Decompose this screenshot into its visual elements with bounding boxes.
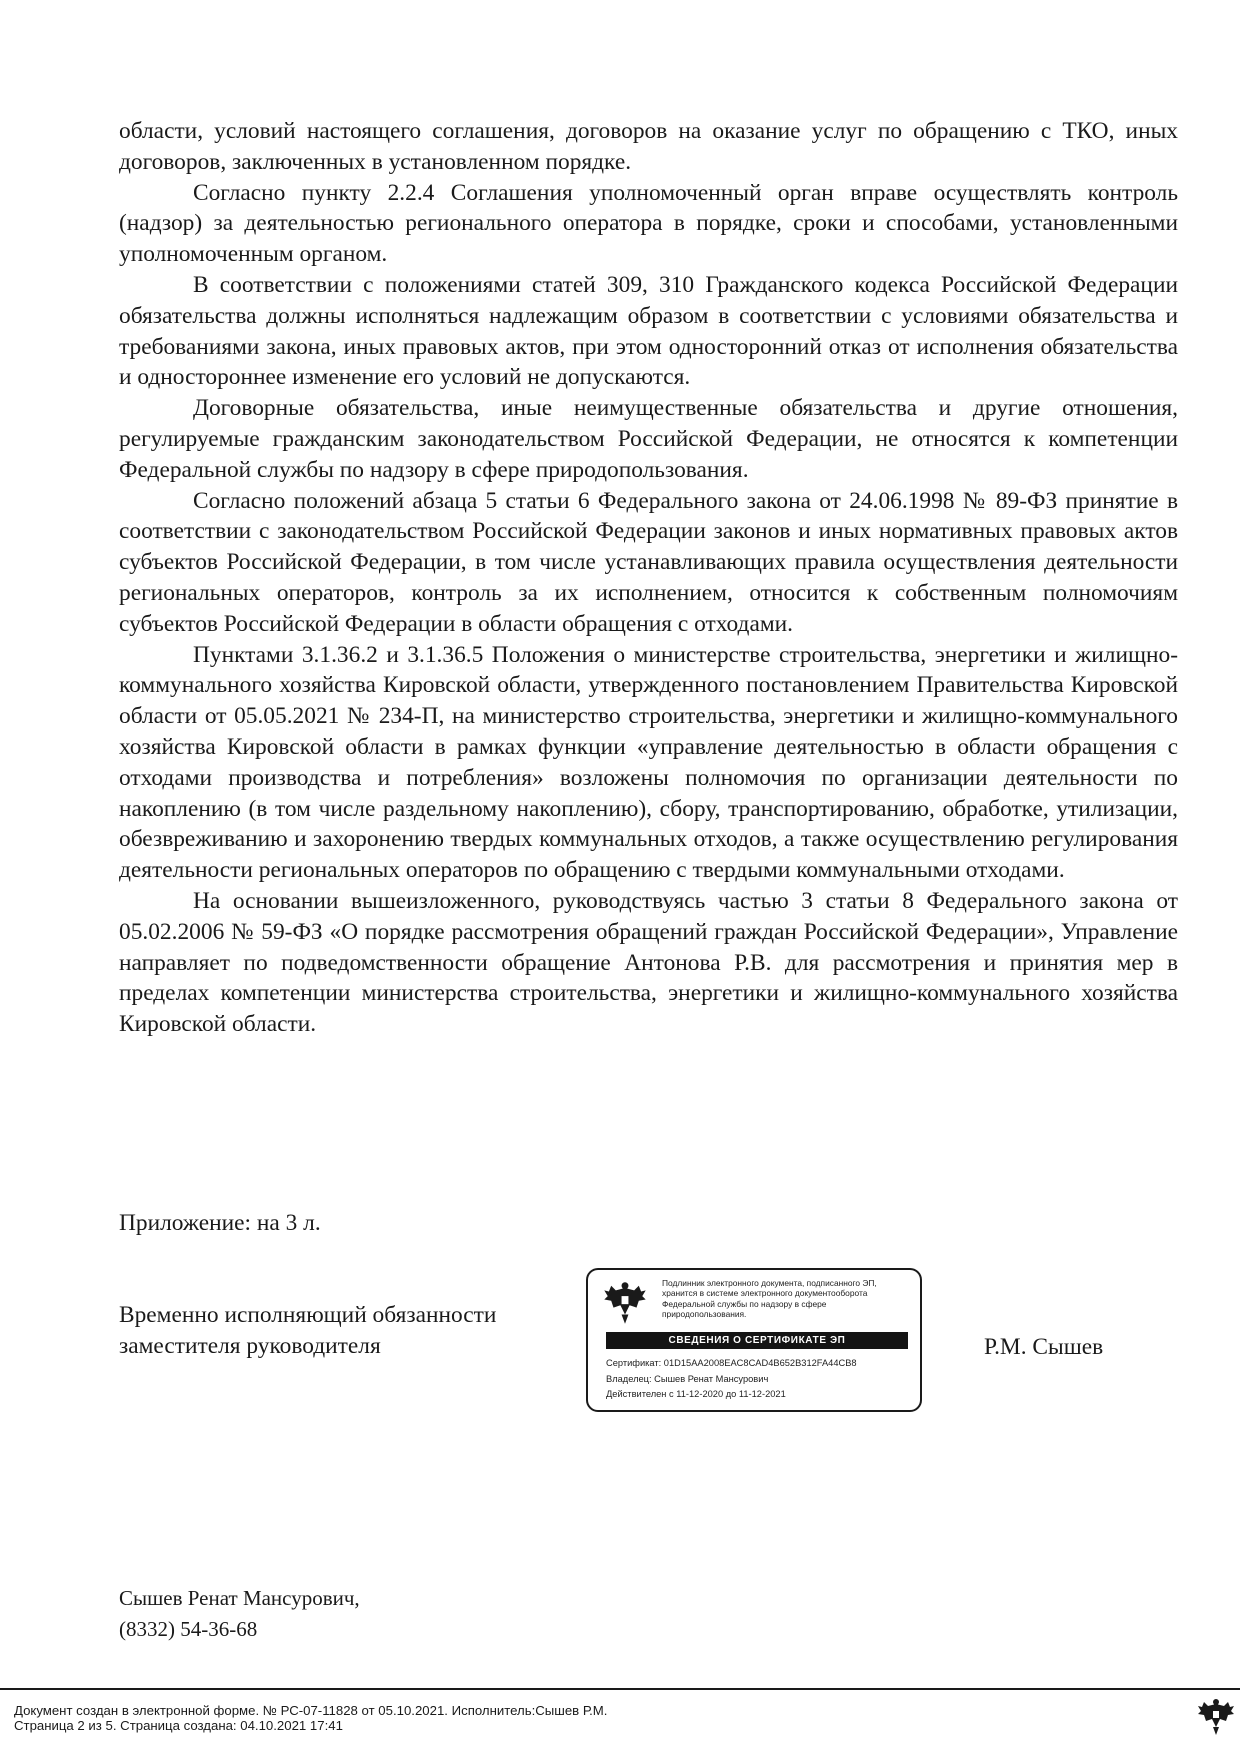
paragraph-5: Согласно положений абзаца 5 статьи 6 Федерального закона от 24.06.1998 № 89-ФЗ принятие в соответствии с законодательством Российской Федерации законов и иных нормативных правовых актов субъектов Российской Федерации, в том числе устанавливающих правила осуществления деятельности региональных операторов, контроль за их исполнением, относится к собственным полномочиям субъектов Российской Федерации в области обращения с отходами. — [119, 487, 1178, 637]
eagle-emblem-icon — [602, 1280, 648, 1326]
certificate-owner: Владелец: Сышев Ренат Мансурович — [606, 1373, 769, 1384]
attachment-note: Приложение: на 3 л. — [119, 1210, 321, 1236]
footer-divider — [0, 1688, 1240, 1690]
footer-eagle-icon — [1196, 1696, 1236, 1738]
paragraph-2: Согласно пункту 2.2.4 Соглашения уполномоченный орган вправе осуществлять контроль (надзор) за деятельностью регионального оператора в порядке, сроки и способами, установленными уполномоченным органом. — [119, 179, 1178, 268]
paragraph-4: Договорные обязательства, иные неимущественные обязательства и другие отношения, регулируемые гражданским законодательством Российской Федерации, не относятся к компетенции Федеральной службы по надзору в сфере природопользования. — [119, 395, 1178, 483]
certificate-details — [606, 1356, 857, 1403]
certificate-validity: Действителен с 11-12-2020 до 11-12-2021 — [606, 1389, 786, 1399]
executor-block — [119, 1583, 360, 1645]
electronic-signature-stamp — [586, 1268, 922, 1412]
paragraph-7: На основании вышеизложенного, руководствуясь частью 3 статьи 8 Федерального закона от 05.02.2006 № 59-ФЗ «О порядке рассмотрения обращений граждан Российской Федерации», Управление направляет по подведомственности обращение Антонова Р.В. для рассмотрения и принятия мер в пределах компетенции министерства строительства, энергетики и жилищно-коммунального хозяйства Кировской области. — [119, 887, 1178, 1038]
letter-body — [119, 116, 1178, 1040]
signatory-position — [119, 1300, 496, 1362]
certificate-number: Сертификат: 01D15AA2008EAC8CAD4B652B312FA44CB8 — [606, 1358, 857, 1368]
page-footer — [14, 1703, 607, 1734]
position-line-2: заместителя руководителя — [119, 1333, 381, 1359]
footer-line-1: Документ создан в электронной форме. № РС-07-11828 от 05.10.2021. Исполнитель:Сышев Р.М. — [14, 1703, 608, 1718]
footer-line-2: Страница 2 из 5. Страница создана: 04.10.2021 17:41 — [14, 1718, 343, 1734]
executor-phone: (8332) 54-36-68 — [119, 1617, 258, 1641]
paragraph-6: Пунктами 3.1.36.2 и 3.1.36.5 Положения о министерстве строительства, энергетики и жилищно-коммунального хозяйства Кировской области, утвержденного постановлением Правительства Кировской области от 05.05.2021 № 234-П, на министерство строительства, энергетики и жилищно-коммунального хозяйства Кировской области в рамках функции «управление деятельностью в области обращения с отходами производства и потребления» возложены полномочия по организации деятельности по накоплению (в том числе раздельному накоплению), сбору, транспортированию, обработке, утилизации, обезвреживанию и захоронению твердых коммунальных отходов, а также осуществлению регулирования деятельности региональных операторов по обращению с твердыми коммунальными отходами. — [119, 641, 1178, 884]
executor-name: Сышев Ренат Мансурович, — [119, 1586, 360, 1610]
paragraph-1: области, условий настоящего соглашения, договоров на оказание услуг по обращению с ТКО, иных договоров, заключенных в установленном порядке. — [119, 118, 1178, 175]
stamp-title: СВЕДЕНИЯ О СЕРТИФИКАТЕ ЭП — [606, 1332, 908, 1349]
signer-name: Р.М. Сышев — [984, 1334, 1104, 1360]
paragraph-3: В соответствии с положениями статей 309, 310 Гражданского кодекса Российской Федерации обязательства должны исполняться надлежащим образом в соответствии с условиями обязательства и требованиями закона, иных правовых актов, при этом односторонний отказ от исполнения обязательства и одностороннее изменение его условий не допускаются. — [119, 271, 1178, 391]
stamp-note: Подлинник электронного документа, подписанного ЭП, хранится в системе электронного документооборота Федеральной службы по надзору в сфере природопользования. — [662, 1278, 877, 1320]
position-line-1: Временно исполняющий обязанности — [119, 1302, 497, 1328]
